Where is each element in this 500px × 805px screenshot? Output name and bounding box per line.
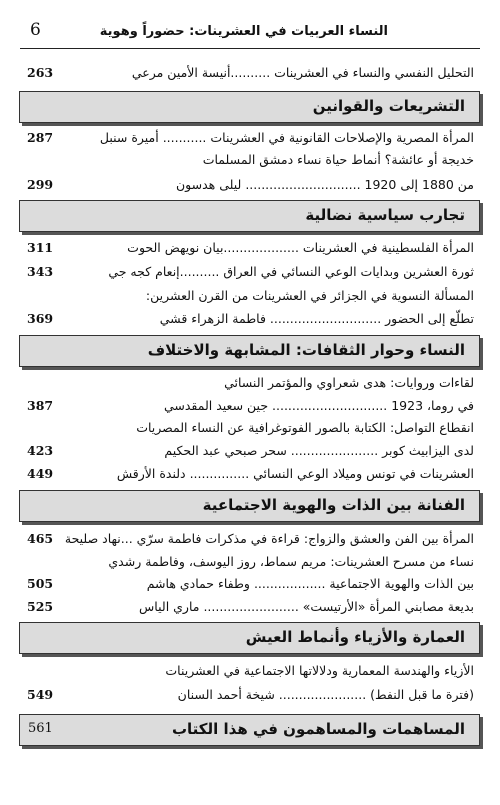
toc-entry xyxy=(27,398,474,414)
toc-entry-text: خديجة أو عائشة؟ أنماط حياة نساء دمشق المسلمات xyxy=(202,152,474,167)
toc-entry-text: نساء من مسرح العشرينات: مريم سماط، روز اليوسف، وفاطمة رشدي xyxy=(108,554,474,569)
toc-entry xyxy=(27,130,474,146)
section-heading xyxy=(19,714,480,746)
toc-entry-text: الأزياء والهندسة المعمارية ودلالاتها الاجتماعية في العشرينات xyxy=(165,663,474,678)
toc-entry xyxy=(27,288,474,304)
toc-entry-page: 299 xyxy=(27,177,54,192)
toc-entry xyxy=(27,65,474,81)
toc-entry xyxy=(27,264,474,280)
toc-entry-text: انقطاع التواصل: الكتابة بالصور الفوتوغرافية عن النساء المصريات xyxy=(136,420,474,435)
section-heading xyxy=(19,490,480,522)
book-title: النساء العربيات في العشرينات: حضوراً وهوية xyxy=(99,24,388,39)
toc-entry xyxy=(27,531,474,547)
toc-entry-page: 549 xyxy=(27,687,54,702)
section-title: الفنانة بين الذات والهوية الاجتماعية xyxy=(202,496,465,514)
toc-entry-text: من 1880 إلى 1920 ............................. ليلى هدسون xyxy=(175,177,474,192)
toc-entry xyxy=(27,466,474,482)
toc-entry-text: بين الذات والهوية الاجتماعية .................. وطفاء حمادي هاشم xyxy=(146,576,474,591)
toc-entry-text: تطلّع إلى الحضور ............................ فاطمة الزهراء قشي xyxy=(159,311,474,326)
toc-entry-text: العشرينات في تونس وميلاد الوعي النسائي ............... دلندة الأرقش xyxy=(116,466,474,481)
toc-entry-text: ثورة العشرين وبدايات الوعي النسائي في العراق ..........إنعام كجه جي xyxy=(108,264,474,279)
toc-entry xyxy=(27,420,474,436)
toc-entry-text: لقاءات وروايات: هدى شعراوي والمؤتمر النسائي xyxy=(224,375,474,390)
section-heading xyxy=(19,335,480,367)
toc-entry xyxy=(27,375,474,391)
toc-entry-page: 369 xyxy=(27,311,54,326)
section-page: 561 xyxy=(28,721,53,736)
toc-entry-page: 525 xyxy=(27,599,54,614)
toc-entry xyxy=(27,663,474,679)
toc-entry-text: المرأة الفلسطينية في العشرينات ...................بيان نويهض الحوت xyxy=(127,240,474,255)
section-title: تجارب سياسية نضالية xyxy=(305,206,465,224)
toc-entry-text: المسألة النسوية في الجزائر في العشرينات من القرن العشرين: xyxy=(145,288,474,303)
toc-entry xyxy=(27,240,474,256)
toc-entry-text: لدى اليزابيث كوبر ...................... سحر صبحي عبد الحكيم xyxy=(164,443,474,458)
toc-entry xyxy=(27,554,474,570)
toc-entry xyxy=(27,443,474,459)
toc-entry-page: 311 xyxy=(27,240,54,255)
toc-entry xyxy=(27,599,474,615)
toc-entry xyxy=(27,311,474,327)
toc-entry-text: المرأة بين الفن والعشق والزواج: قراءة في مذكرات فاطمة سرّي ...نهاد صليحة xyxy=(64,531,474,546)
toc-entry-text: في روما، 1923 ............................. جين سعيد المقدسي xyxy=(163,398,474,413)
toc-entry xyxy=(27,576,474,592)
section-title: المساهمات والمساهمون في هذا الكتاب xyxy=(171,720,465,738)
toc-entry-page: 343 xyxy=(27,264,54,279)
toc-entry-page: 423 xyxy=(27,443,54,458)
section-heading xyxy=(19,91,480,123)
toc-entry-page: 263 xyxy=(27,65,54,80)
toc-entry-page: 287 xyxy=(27,130,54,145)
toc-entry-text: بديعة مصابني المرأة «الأرتيست» ........................ ماري الياس xyxy=(139,599,474,614)
section-title: العمارة والأزياء وأنماط العيش xyxy=(245,628,465,646)
toc-entry xyxy=(27,177,474,193)
toc-entry xyxy=(27,687,474,703)
section-heading xyxy=(19,200,480,232)
running-head xyxy=(20,18,480,49)
toc-entry-text: (فترة ما قبل النفط) ...................... شيخة أحمد السنان xyxy=(177,687,474,702)
section-title: التشريعات والقوانين xyxy=(312,97,465,115)
toc-entry-text: المرأة المصرية والإصلاحات القانونية في العشرينات ........... أميرة سنبل xyxy=(99,130,474,145)
toc-entry-page: 505 xyxy=(27,576,54,591)
toc-entry-page: 387 xyxy=(27,398,54,413)
section-title: النساء وحوار الثقافات: المشابهة والاختلاف xyxy=(147,341,465,359)
toc-entry-text: التحليل النفسي والنساء في العشرينات ..........أنيسة الأمين مرعي xyxy=(131,65,474,80)
toc-entry-page: 465 xyxy=(27,531,54,546)
page-number: 6 xyxy=(30,20,41,40)
section-heading xyxy=(19,622,480,654)
toc-entry xyxy=(27,152,474,168)
toc-entry-page: 449 xyxy=(27,466,54,481)
